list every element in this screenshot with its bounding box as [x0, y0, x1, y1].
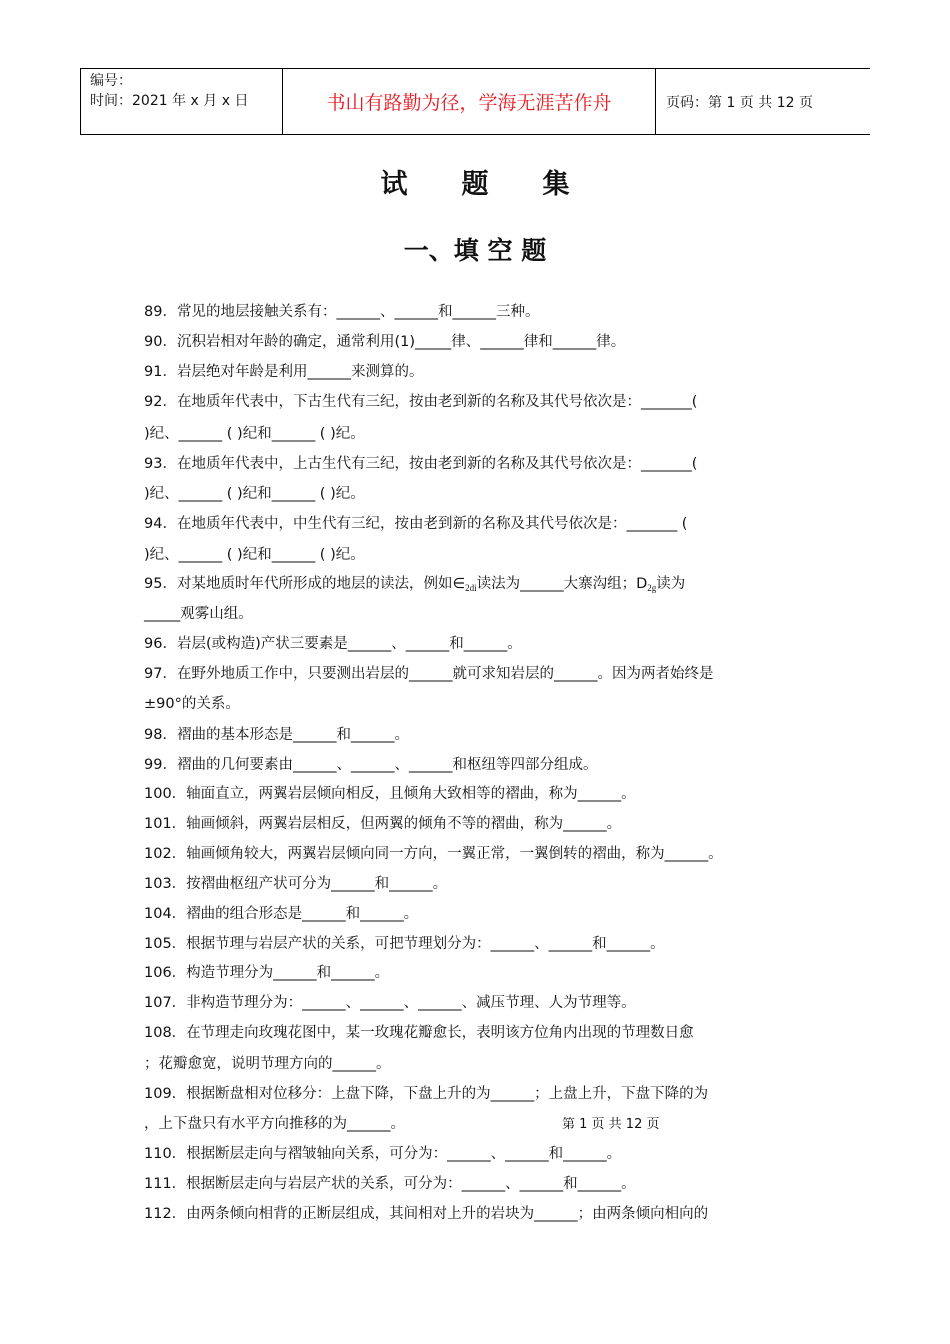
question-line: 92．在地质年代表中，下古生代有三纪，按由老到新的名称及其代号依次是：_______( — [144, 394, 698, 410]
question-line: 91．岩层绝对年龄是利用______来测算的。 — [144, 364, 424, 380]
question-line: 94．在地质年代表中，中生代有三纪，按由老到新的名称及其代号依次是：_______ ( — [144, 516, 688, 532]
question-line: 100．轴面直立，两翼岩层倾向相反，且倾角大致相等的褶曲，称为______。 — [144, 786, 636, 802]
number-label: 编号： — [90, 73, 132, 89]
section-title: 一、填 空 题 — [403, 236, 547, 265]
question-line: 103．按褶曲枢纽产状可分为______和______。 — [144, 876, 448, 892]
page-label: 页码：第 1 页 共 12 页 — [666, 94, 813, 111]
question-line-95: 95．对某地质时年代所形成的地层的读法，例如$\in_{2di}$读法为______大寨沟组；$D_{2g}$读为 — [144, 576, 686, 593]
question-line: 110．根据断层走向与褶皱轴向关系，可分为：______、______和______。 — [144, 1146, 622, 1162]
question-line: 97．在野外地质工作中，只要测出岩层的______就可求知岩层的______。因为两者始终是 — [144, 666, 714, 682]
motto-cell — [283, 69, 656, 134]
question-line: 90．沉积岩相对年龄的确定，通常利用(1)_____律、______律和______律。 — [144, 334, 626, 350]
question-line: 89．常见的地层接触关系有：______、______和______三种。 — [144, 304, 540, 320]
question-line: 98．褶曲的基本形态是______和______。 — [144, 727, 409, 743]
question-line: 93．在地质年代表中，上古生代有三纪，按由老到新的名称及其代号依次是：_______( — [144, 456, 698, 472]
question-line: )纪、______ ( )纪和______ ( )纪。 — [144, 547, 365, 563]
question-line: 101．轴画倾斜，两翼岩层相反，但两翼的倾角不等的褶曲，称为______。 — [144, 816, 622, 832]
question-line: )纪、______ ( )纪和______ ( )纪。 — [144, 426, 365, 442]
question-line: ±90°的关系。 — [144, 696, 240, 712]
header-table — [80, 68, 870, 135]
question-line: 112．由两条倾向相背的正断层组成，其间相对上升的岩块为______；由两条倾向相向的 — [144, 1206, 709, 1222]
question-line: 108．在节理走向玫瑰花图中，某一玫瑰花瓣愈长，表明该方位角内出现的节理数日愈 — [144, 1025, 694, 1041]
question-line: 104．褶曲的组合形态是______和______。 — [144, 906, 419, 922]
question-line: 111．根据断层走向与岩层产状的关系，可分为：______、______和______。 — [144, 1176, 636, 1192]
question-line: 105．根据节理与岩层产状的关系，可把节理划分为：______、______和______。 — [144, 936, 665, 952]
question-line: 99．褶曲的几何要素由______、______、______和枢纽等四部分组成。 — [144, 757, 598, 773]
question-line: 109．根据断盘相对位移分：上盘下降，下盘上升的为______；上盘上升，下盘下降的为 — [144, 1086, 709, 1102]
time-label: 时间：2021 年 x 月 x 日 — [90, 93, 249, 109]
page-footer: 第 1 页 共 12 页 — [562, 1117, 660, 1132]
page-title: 试 题 集 — [380, 169, 570, 200]
motto-text: 书山有路勤为径，学海无涯苦作舟 — [326, 92, 612, 114]
question-line: 106．构造节理分为______和______。 — [144, 965, 390, 981]
question-line: )纪、______ ( )纪和______ ( )纪。 — [144, 486, 365, 502]
question-line: 102．轴画倾角较大，两翼岩层倾向同一方向，一翼正常，一翼倒转的褶曲，称为______。 — [144, 846, 723, 862]
header-info-cell — [81, 69, 283, 134]
question-line: 107．非构造节理分为：______、______、______、减压节理、人为节理等。 — [144, 995, 636, 1011]
question-line: _____观雾山组。 — [144, 606, 253, 622]
page-number-cell — [656, 69, 870, 134]
question-line: ；花瓣愈宽，说明节理方向的______。 — [144, 1056, 391, 1072]
question-line: 96．岩层(或构造)产状三要素是______、______和______。 — [144, 636, 522, 652]
question-line: ，上下盘只有水平方向推移的为______。 — [144, 1116, 405, 1132]
